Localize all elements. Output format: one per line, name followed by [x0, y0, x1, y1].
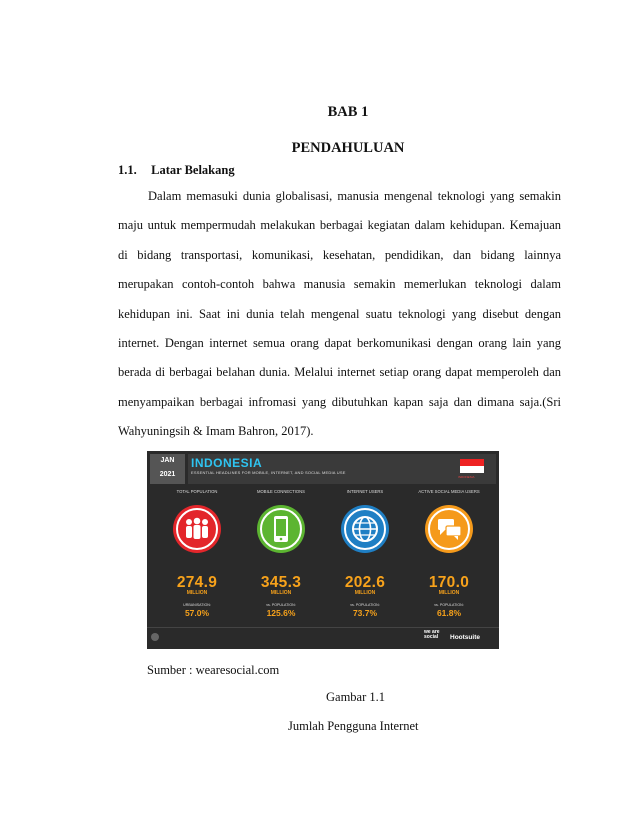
body-paragraph: Dalam memasuki dunia globalisasi, manusia mengenal teknologi yang semakin maju untuk mempermudah melakukan berbagai kegiatan dalam kehidupan. Kemajuan di bidang transportasi, komunikasi, kesehatan, pendidikan, dan bidang lainnya merupakan contoh-contoh bahwa manusia semakin memerlukan teknologi dalam kehidupan ini. Saat ini dunia telah mengenal suatu teknologi yang disebut dengan internet. Dengan internet semua orang dapat berkomunikasi dengan orang lain yang berada di berbagai belahan dunia. Melalui internet setiap orang dapat memperoleh dan menyampaikan berbagai infromasi yang dibutuhkan kapan saja dan dimana saja.(Sri Wahyuningsih & Imam Bahron, 2017).: [118, 189, 561, 439]
people-icon: [173, 505, 221, 553]
stat-subvalue: 61.8%: [436, 608, 462, 618]
chat-bubbles-icon: [425, 505, 473, 553]
stat-total-population: [155, 489, 239, 618]
hootsuite-logo: Hootsuite: [450, 634, 480, 641]
section-heading: [118, 163, 235, 178]
stat-subvalue: 73.7%: [352, 608, 378, 618]
stat-sublabel: vs. POPULATION:: [350, 603, 380, 607]
stat-unit: MILLION: [438, 590, 460, 596]
infographic-subtitle: ESSENTIAL HEADLINES FOR MOBILE, INTERNET, AND SOCIAL MEDIA USE: [191, 470, 346, 475]
page-badge-icon: [151, 633, 159, 641]
stat-sublabel: URBANISATION:: [183, 603, 211, 607]
stat-sublabel: vs. POPULATION:: [266, 603, 296, 607]
stat-subvalue: 57.0%: [184, 608, 210, 618]
stat-value: 202.6: [344, 574, 386, 591]
chapter-title: PENDAHULUAN: [291, 140, 405, 156]
country-title: INDONESIA: [191, 456, 263, 470]
wearesocial-logo: we are social: [424, 629, 440, 640]
stat-unit: MILLION: [354, 590, 376, 596]
date-badge: [150, 454, 185, 484]
stat-label: ACTIVE SOCIAL MEDIA USERS: [418, 489, 480, 494]
figure-source: Sumber : wearesocial.com: [147, 663, 280, 677]
stat-label: TOTAL POPULATION: [176, 489, 218, 494]
flag-label: INDONESIA: [458, 475, 475, 479]
figure-title: Jumlah Pengguna Internet: [288, 719, 419, 733]
flag-icon: [460, 459, 484, 473]
section-title: Latar Belakang: [151, 163, 235, 177]
mobile-phone-icon: [257, 505, 305, 553]
stat-label: MOBILE CONNECTIONS: [257, 489, 305, 494]
stat-sublabel: vs. POPULATION:: [434, 603, 464, 607]
globe-icon: [341, 505, 389, 553]
infographic-image: [147, 451, 499, 649]
infographic-footer: [147, 627, 499, 649]
stat-value: 170.0: [428, 574, 470, 591]
stat-value: 345.3: [260, 574, 302, 591]
stat-internet-users: [323, 489, 407, 618]
date-year: 2021: [159, 471, 176, 478]
stat-value: 274.9: [176, 574, 218, 591]
stat-label: INTERNET USERS: [346, 489, 384, 494]
figure-label: Gambar 1.1: [326, 690, 386, 704]
stat-unit: MILLION: [270, 590, 292, 596]
date-month: JAN: [160, 457, 175, 464]
stat-unit: MILLION: [186, 590, 208, 596]
section-number: 1.1.: [118, 163, 137, 177]
stat-subvalue: 125.6%: [266, 608, 296, 618]
stat-social-media-users: [407, 489, 491, 618]
stat-mobile-connections: [239, 489, 323, 618]
chapter-heading: BAB 1: [327, 104, 369, 120]
